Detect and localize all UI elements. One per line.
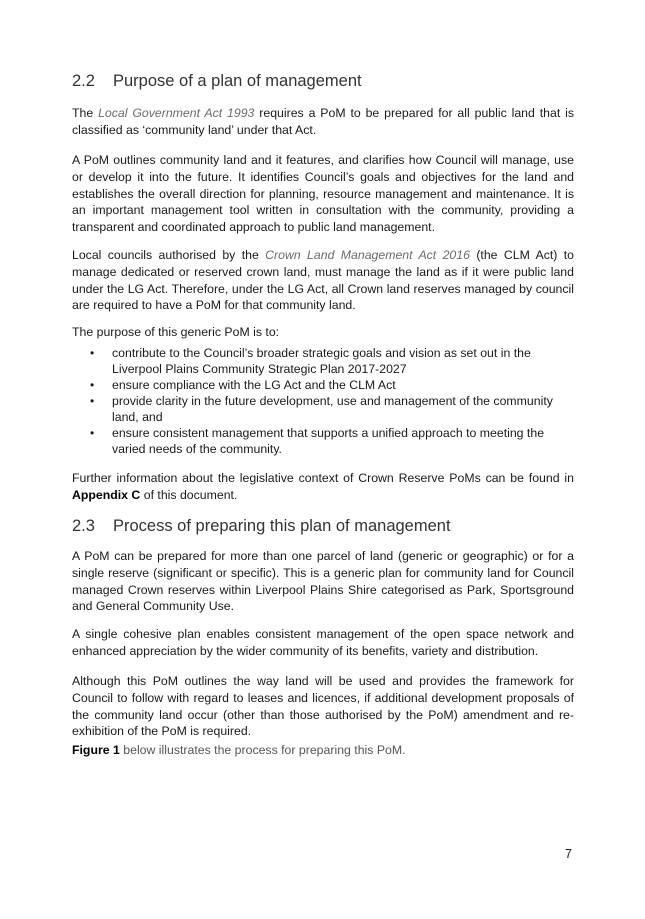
text-run: of this document. bbox=[140, 487, 238, 502]
section-heading-2-2 bbox=[72, 72, 362, 91]
paragraph-pom-outline: A PoM outlines community land and it features, and clarifies how Council will manage, use or develop it into the future. It identifies Council’s goals and objectives for the land and establishes the overall direction for planning, resource management and maintenance. It is an important management tool written in consultation with the community, providing a transparent and coordinated approach to public land management. bbox=[72, 153, 574, 235]
list-item: • provide clarity in the future development, use and management of the community land, and bbox=[72, 393, 574, 425]
section-heading-2-3 bbox=[72, 517, 451, 536]
list-item: • contribute to the Council’s broader strategic goals and vision as set out in the Liverpool Plains Community Strategic Plan 2017-2027 bbox=[72, 345, 574, 377]
purpose-bullet-list bbox=[72, 345, 574, 457]
text-run: below illustrates the process for preparing this PoM. bbox=[119, 743, 406, 757]
paragraph-cohesive-plan: A single cohesive plan enables consistent management of the open space network and enhanced appreciation by the wider community of its benefits, variety and distribution. bbox=[72, 627, 574, 658]
act-name-clm: Crown Land Management Act 2016 bbox=[265, 248, 470, 262]
list-item: • ensure consistent management that supports a unified approach to meeting the varied needs of the community. bbox=[72, 425, 574, 457]
text-run: The bbox=[72, 106, 99, 120]
text-run: Local councils authorised by the bbox=[72, 248, 266, 262]
figure-1-link[interactable]: Figure 1 bbox=[72, 743, 120, 757]
paragraph-generic-plan: A PoM can be prepared for more than one parcel of land (generic or geographic) or for a single reserve (significant or specific). This is a generic plan for community land for Council managed Crown reserves within Liverpool Plains Shire categorised as Park, Sportsground and General Community Use. bbox=[72, 549, 574, 614]
section-number: 2.2 bbox=[72, 72, 95, 90]
text-run: Further information about the legislative context of Crown Reserve PoMs can be found in bbox=[72, 471, 574, 485]
list-item: • ensure compliance with the LG Act and the CLM Act bbox=[72, 377, 574, 393]
paragraph-amendment: Although this PoM outlines the way land will be used and provides the framework for Council to follow with regard to leases and licences, if additional development proposals of the community land occur (other than those authorised by the PoM) amendment and re-exhibition of the PoM is required. bbox=[72, 674, 574, 739]
paragraph-clm-act bbox=[72, 247, 574, 314]
text-run: (the CLM Act) to manage dedicated or reserved crown land, must manage the land as if it were public land under the LG Act. Therefore, under the LG Act, all Crown land reserves managed by council are required to have a PoM for that community land. bbox=[72, 248, 574, 313]
paragraph-lg-act bbox=[72, 105, 574, 139]
section-number: 2.3 bbox=[72, 517, 95, 535]
appendix-c-link[interactable]: Appendix C bbox=[72, 487, 141, 502]
paragraph-further-info bbox=[72, 470, 574, 504]
page-number: 7 bbox=[565, 847, 572, 861]
section-title: Process of preparing this plan of management bbox=[113, 517, 451, 535]
section-title: Purpose of a plan of management bbox=[113, 72, 362, 90]
text-run: requires a PoM to be prepared for all public land that is classified as ‘community land’ under that Act. bbox=[72, 106, 574, 137]
act-name-lg: Local Government Act 1993 bbox=[98, 106, 255, 120]
paragraph-purpose-intro: The purpose of this generic PoM is to: bbox=[72, 325, 280, 339]
paragraph-figure-ref bbox=[72, 742, 574, 759]
